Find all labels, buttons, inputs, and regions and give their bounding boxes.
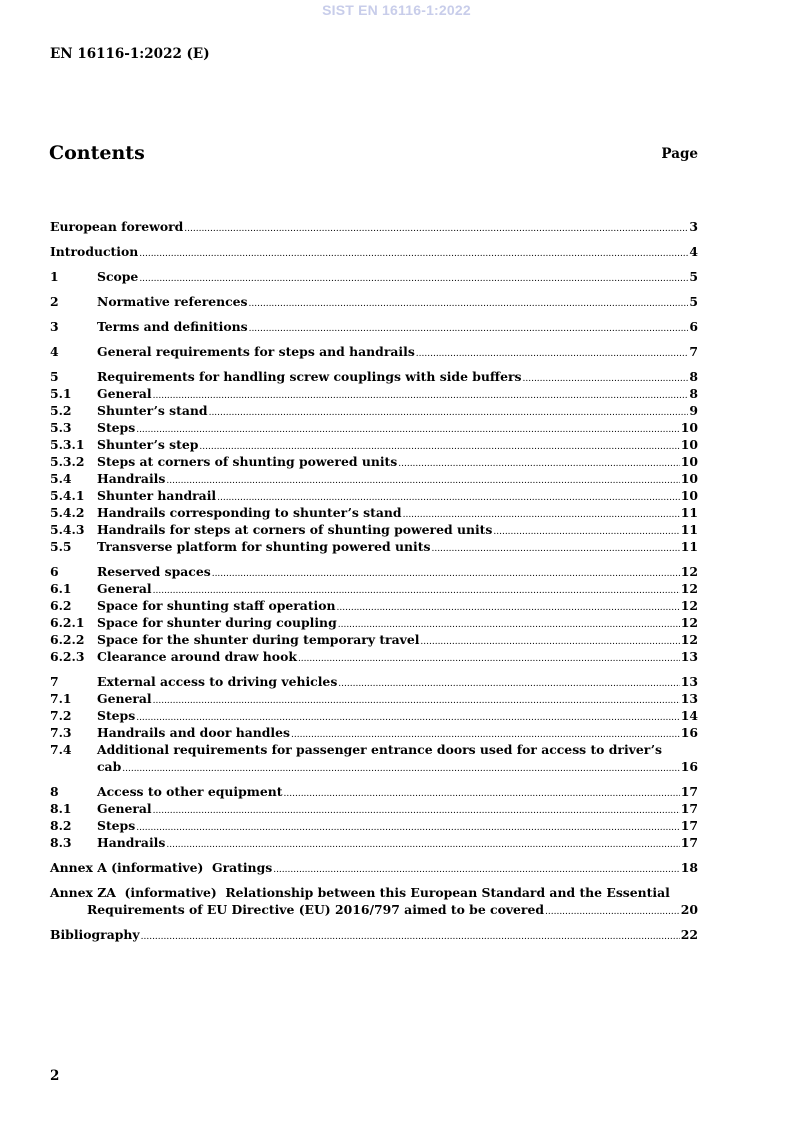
toc-title: Reserved spaces: [97, 564, 211, 579]
toc-page: 14: [680, 708, 698, 723]
toc-entry[interactable]: [50, 453, 698, 470]
toc-number: 7: [50, 674, 59, 689]
toc-title: Introduction: [50, 244, 139, 259]
toc-title: Shunter handrail: [97, 488, 217, 503]
watermark: SIST EN 16116-1:2022: [322, 2, 471, 18]
toc-title: Space for shunter during coupling: [97, 615, 337, 630]
toc-entry-bibliography[interactable]: [50, 926, 698, 943]
toc-number: 7.1: [50, 691, 72, 706]
toc-number: 6.2.2: [50, 632, 85, 647]
page-column-heading: Page: [661, 146, 698, 162]
toc-entry[interactable]: [50, 673, 698, 690]
toc-leader: [545, 904, 680, 921]
toc-number: 6.2.3: [50, 649, 85, 664]
toc-number: 6.2: [50, 598, 72, 613]
toc-page: 11: [680, 505, 698, 520]
toc-entry[interactable]: [50, 597, 698, 614]
toc-leader: [298, 651, 680, 668]
toc-page: 17: [680, 835, 698, 850]
toc-title: General: [97, 691, 152, 706]
toc-page: 10: [680, 488, 698, 503]
toc-leader: [416, 346, 689, 363]
toc-page: 12: [680, 564, 698, 579]
toc-page: 13: [680, 649, 698, 664]
toc-title: General requirements for steps and handrails: [97, 344, 415, 359]
toc-page: 20: [680, 902, 698, 917]
toc-leader: [209, 405, 689, 422]
toc-entry[interactable]: [50, 783, 698, 800]
toc-page: 12: [680, 581, 698, 596]
toc-page: 17: [680, 818, 698, 833]
toc-page: 6: [689, 319, 698, 334]
toc-title: Requirements for handling screw couplings with side buffers: [97, 369, 522, 384]
toc-title: Additional requirements for passenger entrance doors used for access to driver’s: [97, 742, 663, 757]
table-of-contents: [50, 218, 698, 943]
toc-title: Handrails: [97, 471, 166, 486]
toc-title: Space for shunting staff operation: [97, 598, 336, 613]
toc-number: 5.3: [50, 420, 72, 435]
toc-page: 8: [689, 386, 698, 401]
toc-title: Requirements of EU Directive (EU) 2016/797 aimed to be covered: [87, 902, 545, 917]
toc-number: 1: [50, 269, 59, 284]
toc-entry[interactable]: [50, 690, 698, 707]
toc-page: 10: [680, 437, 698, 452]
toc-entry[interactable]: [50, 487, 698, 504]
toc-entry-foreword[interactable]: [50, 218, 698, 235]
toc-number: 6: [50, 564, 59, 579]
toc-number: 6.2.1: [50, 615, 85, 630]
toc-leader: [212, 566, 680, 583]
toc-leader: [153, 803, 680, 820]
toc-number: 5.4: [50, 471, 72, 486]
toc-entry[interactable]: [50, 368, 698, 385]
toc-leader: [136, 422, 680, 439]
toc-entry[interactable]: [50, 521, 698, 538]
toc-leader: [122, 761, 680, 778]
toc-page: 16: [680, 759, 698, 774]
toc-entry-continuation[interactable]: [50, 901, 698, 918]
toc-leader: [398, 456, 680, 473]
toc-number: 4: [50, 344, 59, 359]
toc-title: General: [97, 386, 152, 401]
toc-page: 12: [680, 615, 698, 630]
toc-title: Steps: [97, 708, 136, 723]
toc-entry[interactable]: [50, 724, 698, 741]
toc-entry-continuation[interactable]: [50, 758, 698, 775]
toc-entry[interactable]: [50, 580, 698, 597]
toc-title: Steps: [97, 420, 136, 435]
toc-title: Access to other equipment: [97, 784, 283, 799]
toc-leader: [139, 246, 688, 263]
toc-number: 5.5: [50, 539, 72, 554]
toc-leader: [153, 388, 689, 405]
toc-page: 10: [680, 454, 698, 469]
toc-number: 7.3: [50, 725, 72, 740]
toc-title: Normative references: [97, 294, 248, 309]
toc-leader: [166, 473, 679, 490]
toc-page: 5: [689, 294, 698, 309]
toc-entry-annex-za[interactable]: [50, 884, 698, 901]
toc-entry[interactable]: [50, 800, 698, 817]
toc-leader: [184, 221, 688, 238]
toc-page: 7: [689, 344, 698, 359]
toc-number: 7.4: [50, 742, 72, 757]
toc-leader: [136, 820, 680, 837]
toc-title: Shunter’s step: [97, 437, 199, 452]
toc-entry[interactable]: [50, 318, 698, 335]
toc-title: Handrails corresponding to shunter’s stand: [97, 505, 402, 520]
toc-entry[interactable]: [50, 648, 698, 665]
toc-page: 12: [680, 598, 698, 613]
toc-page: 8: [689, 369, 698, 384]
toc-title: Terms and definitions: [97, 319, 248, 334]
toc-page: 17: [680, 801, 698, 816]
toc-leader: [153, 693, 680, 710]
toc-page: 9: [689, 403, 698, 418]
toc-entry[interactable]: [50, 293, 698, 310]
toc-entry[interactable]: [50, 504, 698, 521]
toc-leader: [166, 837, 679, 854]
toc-leader: [249, 321, 689, 338]
toc-title: cab: [97, 759, 122, 774]
toc-title: Space for the shunter during temporary travel: [97, 632, 420, 647]
toc-entry[interactable]: [50, 707, 698, 724]
toc-page: 18: [680, 860, 698, 875]
toc-entry[interactable]: [50, 834, 698, 851]
toc-entry[interactable]: [50, 402, 698, 419]
toc-title: Shunter’s stand: [97, 403, 208, 418]
toc-entry[interactable]: [50, 470, 698, 487]
toc-entry[interactable]: [50, 817, 698, 834]
toc-number: 5: [50, 369, 59, 384]
toc-title: Clearance around draw hook: [97, 649, 297, 664]
toc-entry-annex-a[interactable]: [50, 859, 698, 876]
toc-number: 5.3.1: [50, 437, 85, 452]
toc-leader: [431, 541, 679, 558]
toc-page: 17: [680, 784, 698, 799]
toc-number: 5.3.2: [50, 454, 85, 469]
toc-entry[interactable]: [50, 741, 698, 758]
toc-number: 5.4.1: [50, 488, 85, 503]
toc-title: Steps: [97, 818, 136, 833]
toc-entry[interactable]: [50, 343, 698, 360]
toc-page: 11: [680, 539, 698, 554]
toc-leader: [139, 271, 688, 288]
toc-number: 6.1: [50, 581, 72, 596]
toc-leader: [273, 862, 680, 879]
toc-entry[interactable]: [50, 436, 698, 453]
toc-leader: [420, 634, 679, 651]
toc-number: 3: [50, 319, 59, 334]
toc-page: 11: [680, 522, 698, 537]
toc-title: Steps at corners of shunting powered units: [97, 454, 398, 469]
toc-page: 13: [680, 691, 698, 706]
toc-page: 16: [680, 725, 698, 740]
document-id: EN 16116-1:2022 (E): [50, 46, 210, 62]
toc-entry-introduction[interactable]: [50, 243, 698, 260]
toc-number: 8.1: [50, 801, 72, 816]
toc-page: 3: [689, 219, 698, 234]
toc-entry[interactable]: [50, 419, 698, 436]
toc-page: 22: [680, 927, 698, 942]
toc-number: 7.2: [50, 708, 72, 723]
toc-page: 13: [680, 674, 698, 689]
toc-title: European foreword: [50, 219, 184, 234]
toc-leader: [284, 786, 680, 803]
page-number: 2: [50, 1068, 60, 1084]
toc-title: External access to driving vehicles: [97, 674, 338, 689]
toc-entry[interactable]: [50, 268, 698, 285]
toc-title: Annex A (informative) Gratings: [50, 860, 273, 875]
toc-leader: [141, 929, 680, 946]
toc-page: 5: [689, 269, 698, 284]
toc-number: 8.2: [50, 818, 72, 833]
toc-number: 8.3: [50, 835, 72, 850]
toc-page: 12: [680, 632, 698, 647]
toc-entry[interactable]: [50, 385, 698, 402]
toc-leader: [338, 676, 679, 693]
toc-title: General: [97, 581, 152, 596]
toc-number: 5.4.2: [50, 505, 85, 520]
toc-page: 10: [680, 471, 698, 486]
toc-leader: [249, 296, 689, 313]
toc-entry[interactable]: [50, 563, 698, 580]
toc-number: 5.4.3: [50, 522, 85, 537]
toc-title: Handrails for steps at corners of shunting powered units: [97, 522, 493, 537]
contents-title: Contents: [49, 142, 145, 164]
toc-entry[interactable]: [50, 631, 698, 648]
toc-title: Handrails: [97, 835, 166, 850]
toc-number: 2: [50, 294, 59, 309]
toc-title: Scope: [97, 269, 139, 284]
toc-number: 5.2: [50, 403, 72, 418]
toc-title: General: [97, 801, 152, 816]
toc-page: 4: [689, 244, 698, 259]
toc-title: Transverse platform for shunting powered units: [97, 539, 431, 554]
toc-page: 10: [680, 420, 698, 435]
toc-leader: [523, 371, 689, 388]
toc-entry[interactable]: [50, 538, 698, 555]
toc-leader: [493, 524, 679, 541]
toc-entry[interactable]: [50, 614, 698, 631]
toc-number: 8: [50, 784, 59, 799]
toc-title: Handrails and door handles: [97, 725, 290, 740]
toc-title: Bibliography: [50, 927, 140, 942]
toc-title: Annex ZA (informative) Relationship between this European Standard and the Essential: [50, 885, 670, 900]
toc-number: 5.1: [50, 386, 72, 401]
toc-leader: [337, 600, 680, 617]
